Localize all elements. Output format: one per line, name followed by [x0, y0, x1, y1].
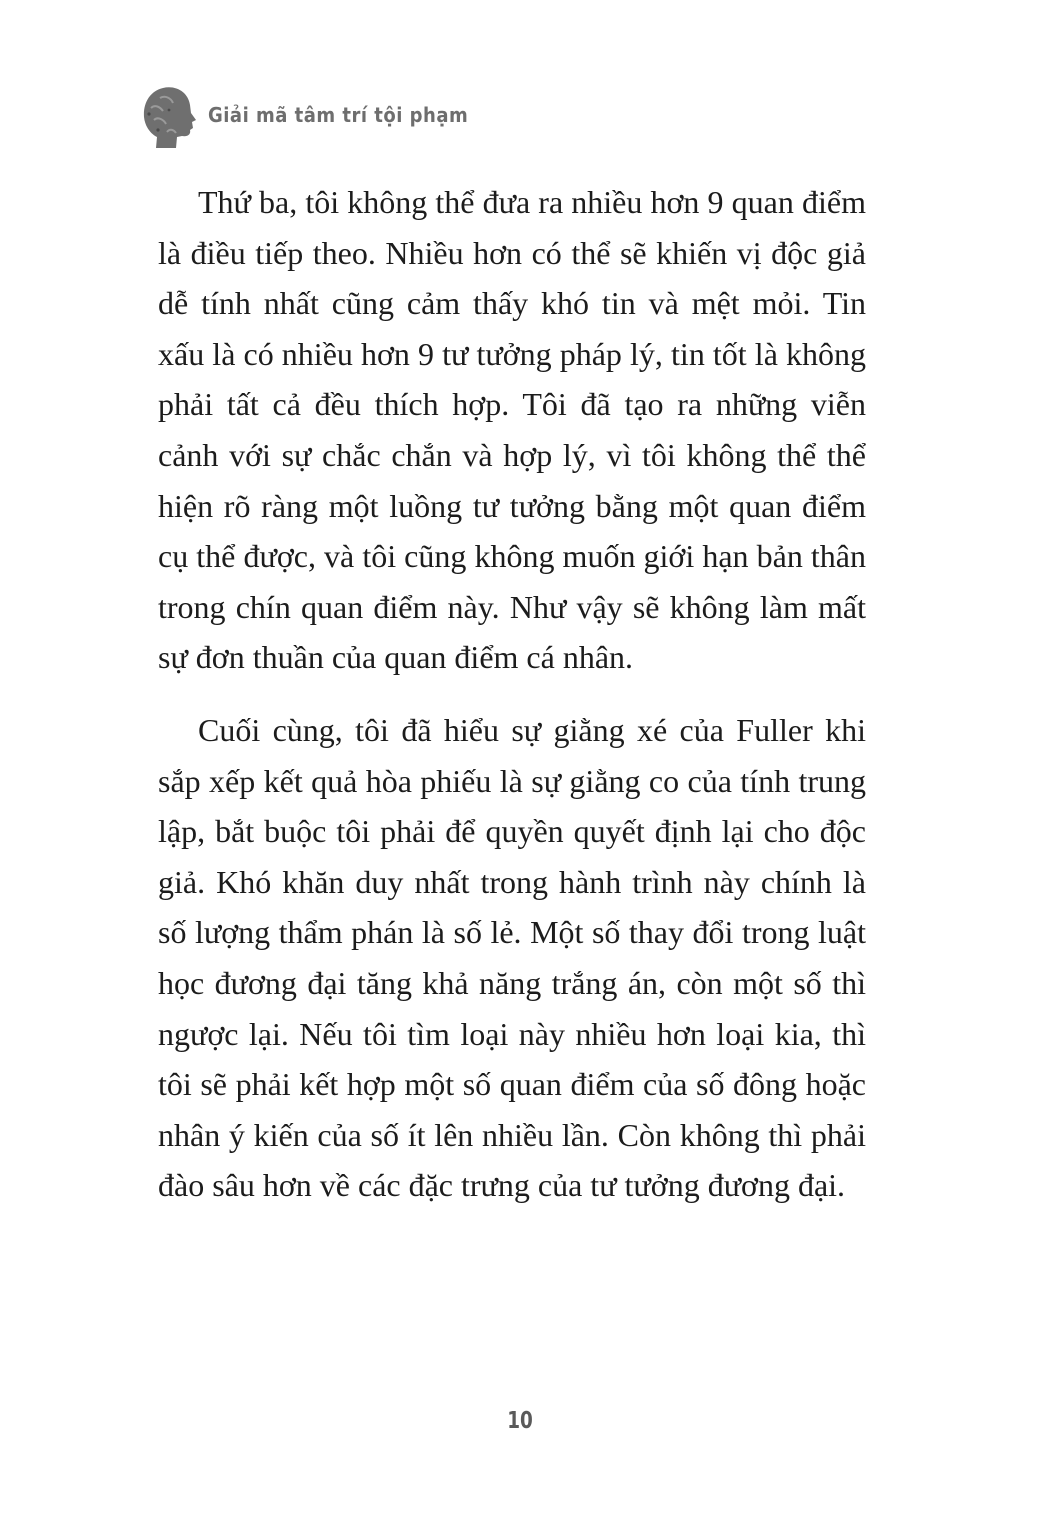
body-text [158, 177, 866, 1233]
page-number: 10 [507, 1408, 533, 1434]
paragraph: Thứ ba, tôi không thể đưa ra nhiều hơn 9 quan điểm là điều tiếp theo. Nhiều hơn có thể sẽ khiến vị độc giả dễ tính nhất cũng cảm thấy khó tin và mệt mỏi. Tin xấu là có nhiều hơn 9 tư tưởng pháp lý, tin tốt là không phải tất cả đều thích hợp. Tôi đã tạo ra những viễn cảnh với sự chắc chắn và hợp lý, vì tôi không thể thể hiện rõ ràng một luồng tư tưởng bằng một quan điểm cụ thể được, và tôi cũng không muốn giới hạn bản thân trong chín quan điểm này. Như vậy sẽ không làm mất sự đơn thuần của quan điểm cá nhân. [158, 184, 866, 676]
human-head-silhouette-icon [136, 80, 198, 150]
running-header [136, 80, 468, 150]
header-title: Giải mã tâm trí tội phạm [208, 103, 469, 127]
paragraph: Cuối cùng, tôi đã hiểu sự giằng xé của Fuller khi sắp xếp kết quả hòa phiếu là sự giằng co của tính trung lập, bắt buộc tôi phải để quyền quyết định lại cho độc giả. Khó khăn duy nhất trong hành trình này chính là số lượng thẩm phán là số lẻ. Một số thay đổi trong luật học đương đại tăng khả năng trắng án, còn một số thì ngược lại. Nếu tôi tìm loại này nhiều hơn loại kia, thì tôi sẽ phải kết hợp một số quan điểm của số đông hoặc nhân ý kiến của số ít lên nhiều lần. Còn không thì phải đào sâu hơn về các đặc trưng của tư tưởng đương đại. [158, 711, 866, 1204]
